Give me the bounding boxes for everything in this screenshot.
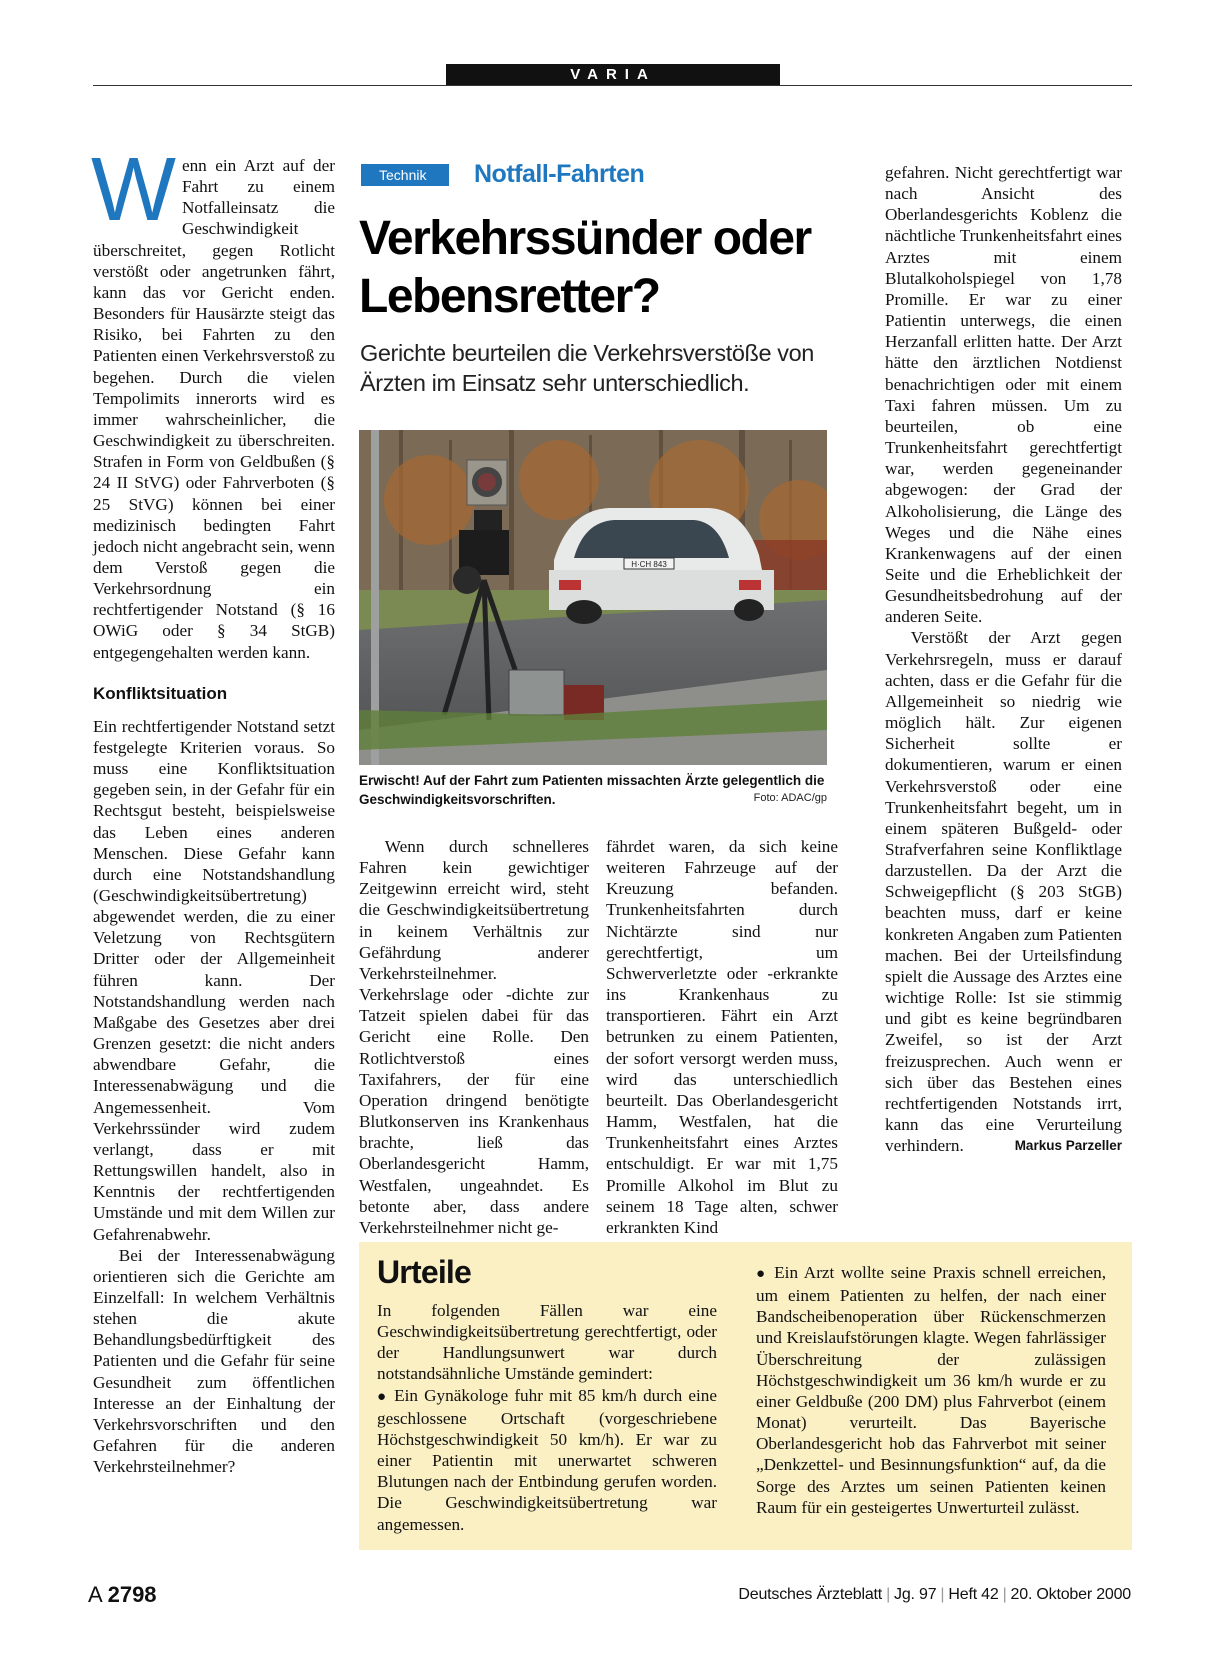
section-label: VARIA <box>446 64 780 85</box>
paragraph: Bei der Interessenabwägung orientieren sich die Gerichte am Einzelfall: In welchem Verhältnis stehen die akute Behandlungsbedürftigkeit des Patienten und die Gefahr für seine Gesundheit zum öffentlichen Interesse an der Einhaltung der Verkehrsvorschriften und den Gefahren für die anderen Verkehrsteilnehmer? <box>93 1245 335 1477</box>
journal-date: 20. Oktober 2000 <box>1010 1586 1131 1603</box>
page-number <box>88 1582 157 1608</box>
bullet-icon: ● <box>756 1266 768 1282</box>
photo-credit: Foto: ADAC/gp <box>753 792 827 804</box>
bullet-icon: ● <box>377 1388 388 1405</box>
photo-caption: Erwischt! Auf der Fahrt zum Patienten missachten Ärzte gelegentlich die Geschwindigkeitsvorschriften. <box>359 773 825 807</box>
case-text: Ein Arzt wollte seine Praxis schnell erreichen, um einem Patienten zu helfen, der nach einer Bandscheibenoperation über Rückenschmerzen und Kreislaufstörungen klagte. Wegen fahrlässiger Überschreitung der zulässigen Höchstgeschwindigkeit um 36 km/h wurde er zu einer Geldbuße (200 DM) plus Fahrverbot (einem Monat) verurteilt. Das Bayerische Oberlandesgericht hob das Fahrverbot mit seiner „Denkzettel- und Besinnungsfunktion“ auf, da die Sorge des Arztes um seinen Patienten keinen Raum für ein gesteigertes Unwerturteil zulässt. <box>756 1263 1106 1517</box>
kicker: Notfall-Fahrten <box>474 160 645 188</box>
middle-column-a <box>359 836 589 1238</box>
car-shape <box>549 508 774 624</box>
journal-issue: Heft 42 <box>948 1586 999 1603</box>
paragraph: gefahren. Nicht gerechtfertigt war nach Ansicht des Oberlandesgerichts Koblenz die nächtliche Trunkenheitsfahrt eines Arztes mit einem Blutalkoholspiegel von 1,78 Promille. Er war zu einer Patientin unterwegs, die einen Herzanfall erlitten hatte. Der Arzt hätte den ärztlichen Notdienst benachrichtigen oder mit einem Taxi fahren müssen. Um zu beurteilen, ob eine Trunkenheitsfahrt gerechtfertigt war, werden gegeneinander abgewogen: der Grad der Alkoholisierung, die Länge des Weges und die Nähe eines Krankenwagens auf der einen Seite und die Erheblichkeit der Gesundheitsbedrohung auf der anderen Seite. <box>885 163 1122 627</box>
box-title: Urteile <box>377 1254 471 1290</box>
headline: Verkehrssünder oder Lebensretter? <box>359 212 811 323</box>
sidebar-box-urteile <box>359 1242 1132 1550</box>
box-column-left <box>377 1300 717 1535</box>
subheading-konfliktsituation: Konfliktsituation <box>93 683 228 703</box>
license-plate-text: H·CH 843 <box>631 560 667 569</box>
journal-name: Deutsches Ärzteblatt <box>738 1586 883 1603</box>
speed-camera-photo <box>359 430 827 765</box>
box-intro: In folgenden Fällen war eine Geschwindigkeitsübertretung gerechtfertigt, oder der Handlungsunwert war durch notstandsähnliche Umstände gemindert: <box>377 1301 717 1384</box>
box-case <box>377 1385 717 1535</box>
box-column-right <box>756 1262 1106 1518</box>
journal-volume: Jg. 97 <box>894 1586 937 1603</box>
paragraph: Wenn durch schnelleres Fahren kein gewichtiger Zeitgewinn erreicht wird, steht die Geschwindigkeitsübertretung in keinem Verhältnis zur Gefährdung anderer Verkehrsteilnehmer. Verkehrslage oder -dichte zur Tatzeit spielen dabei für das Gericht eine Rolle. Den Rotlichtverstoß eines Taxifahrers, der für eine Operation dringend benötigte Blutkonserven ins Krankenhaus brachte, ließ das Oberlandesgericht Hamm, Westfalen, ungeahndet. Es betonte aber, dass andere Verkehrsteilnehmer nicht ge- <box>359 837 589 1237</box>
intro-paragraph <box>91 140 335 663</box>
right-column <box>885 162 1122 1156</box>
drop-cap: W <box>91 140 176 240</box>
paragraph: Ein rechtfertigender Notstand setzt festgelegte Kriterien voraus. So muss eine Konfliktsituation gegeben sein, in der Gefahr für ein Rechtsgut besteht, beispielsweise das Leben eines anderen Menschen. Diese Gefahr kann durch eine Notstandshandlung (Geschwindigkeitsübertretung) abgewendet werden, die zu einer Veletzung von Rechtsgütern Dritter oder der Allgemeinheit führen kann. Der Notstandshandlung werden nach Maßgabe des Gesetzes aber drei Grenzen gesetzt: die nicht anders abwendbare Gefahr, die Interessenabwägung und die Angemessenheit. Vom Verkehrssünder wird zudem verlangt, dass er mit Rettungswillen handelt, also in Kenntnis der rechtfertigenden Umstände und mit dem Willen zur Gefahrenabwehr. <box>93 716 335 1244</box>
paragraph-text: Verstößt der Arzt gegen Verkehrsregeln, muss er darauf achten, dass er die Gefahr für die Allgemeinheit so niedrig wie möglich hält. Zur eigenen Sicherheit sollte er dokumentieren, warum er einen Verkehrsverstoß oder eine Trunkenheitsfahrt begeht, um in einem späteren Bußgeld- oder Strafverfahren seine Konfliktlage darzustellen. Da der Arzt die Schweigepflicht (§ 203 StGB) beachten muss, darf er keine konkreten Angaben zum Patienten machen. Bei der Urteilsfindung spielt die Aussage des Arztes eine wichtige Rolle: Ist sie stimmig und gibt es keine begründbaren Zweifel, so ist der Arzt freizusprechen. Auch wenn er sich über das Bestehen eines rechtfertigenden Notstands irrt, kann das eine Verurteilung verhindern. <box>885 628 1122 1156</box>
deck: Gerichte beurteilen die Verkehrsverstöße von Ärzten im Einsatz sehr unterschiedlich. <box>360 340 814 396</box>
article-photo <box>359 430 827 765</box>
page-number-value: 2798 <box>107 1582 157 1607</box>
middle-column-b <box>606 836 838 1238</box>
author-signature: Markus Parzeller <box>1014 1138 1122 1154</box>
header-rule <box>93 85 1132 86</box>
paragraph <box>885 627 1122 1156</box>
category-tag: Technik <box>361 164 449 186</box>
box-case <box>756 1262 1106 1518</box>
journal-info: Deutsches Ärzteblatt | Jg. 97 | Heft 42 | 20. Oktober 2000 <box>738 1586 1131 1603</box>
paragraph: fährdet waren, da sich keine weiteren Fahrzeuge auf der Kreuzung befanden. Trunkenheitsfahrten durch Nichtärzte sind nur gerechtfertigt, um Schwerverletzte oder -erkrankte ins Krankenhaus zu transportieren. Fährt ein Arzt betrunken zu einem Patienten, der sofort versorgt werden muss, wird das unterschiedlich beurteilt. Das Oberlandesgericht Hamm, Westfalen, hat die Trunkenheitsfahrt eines Arztes entschuldigt. Er war mit 1,75 Promille Alkohol im Blut zu seinem 18 Tage alten, schwer erkrankten Kind <box>606 837 838 1237</box>
case-text: Ein Gynäkologe fuhr mit 85 km/h durch eine geschlossene Ortschaft (vorgeschriebene Höchstgeschwindigkeit 50 km/h). Er war zu einer Patientin mit unerwartet schweren Blutungen nach der Entbindung gerufen worden. Die Geschwindigkeitsübertretung war angemessen. <box>377 1385 717 1534</box>
left-column <box>91 140 335 1477</box>
page-prefix: A <box>88 1582 102 1607</box>
intro-text: enn ein Arzt auf der Fahrt zu einem Notfalleinsatz die Geschwindigkeit überschreitet, gegen Rotlicht verstößt oder angetrunken fährt, kann das vor Gericht enden. Besonders für Hausärzte steigt das Risiko, bei Fahrten zu den Patienten einen Verkehrsverstoß zu begehen. Durch die vielen Tempolimits innerorts wird es immer wahrscheinlicher, die Geschwindigkeit zu überschreiten. Strafen in Form von Geldbußen (§ 24 II StVG) oder Fahrverboten (§ 25 StVG) können bei einer medizinisch bedingten Fahrt jedoch nicht angebracht sein, wenn dem Verstoß gegen die Verkehrsordnung ein rechtfertigender Notstand (§ 16 OWiG oder § 34 StGB) entgegengehalten werden kann. <box>93 156 335 662</box>
